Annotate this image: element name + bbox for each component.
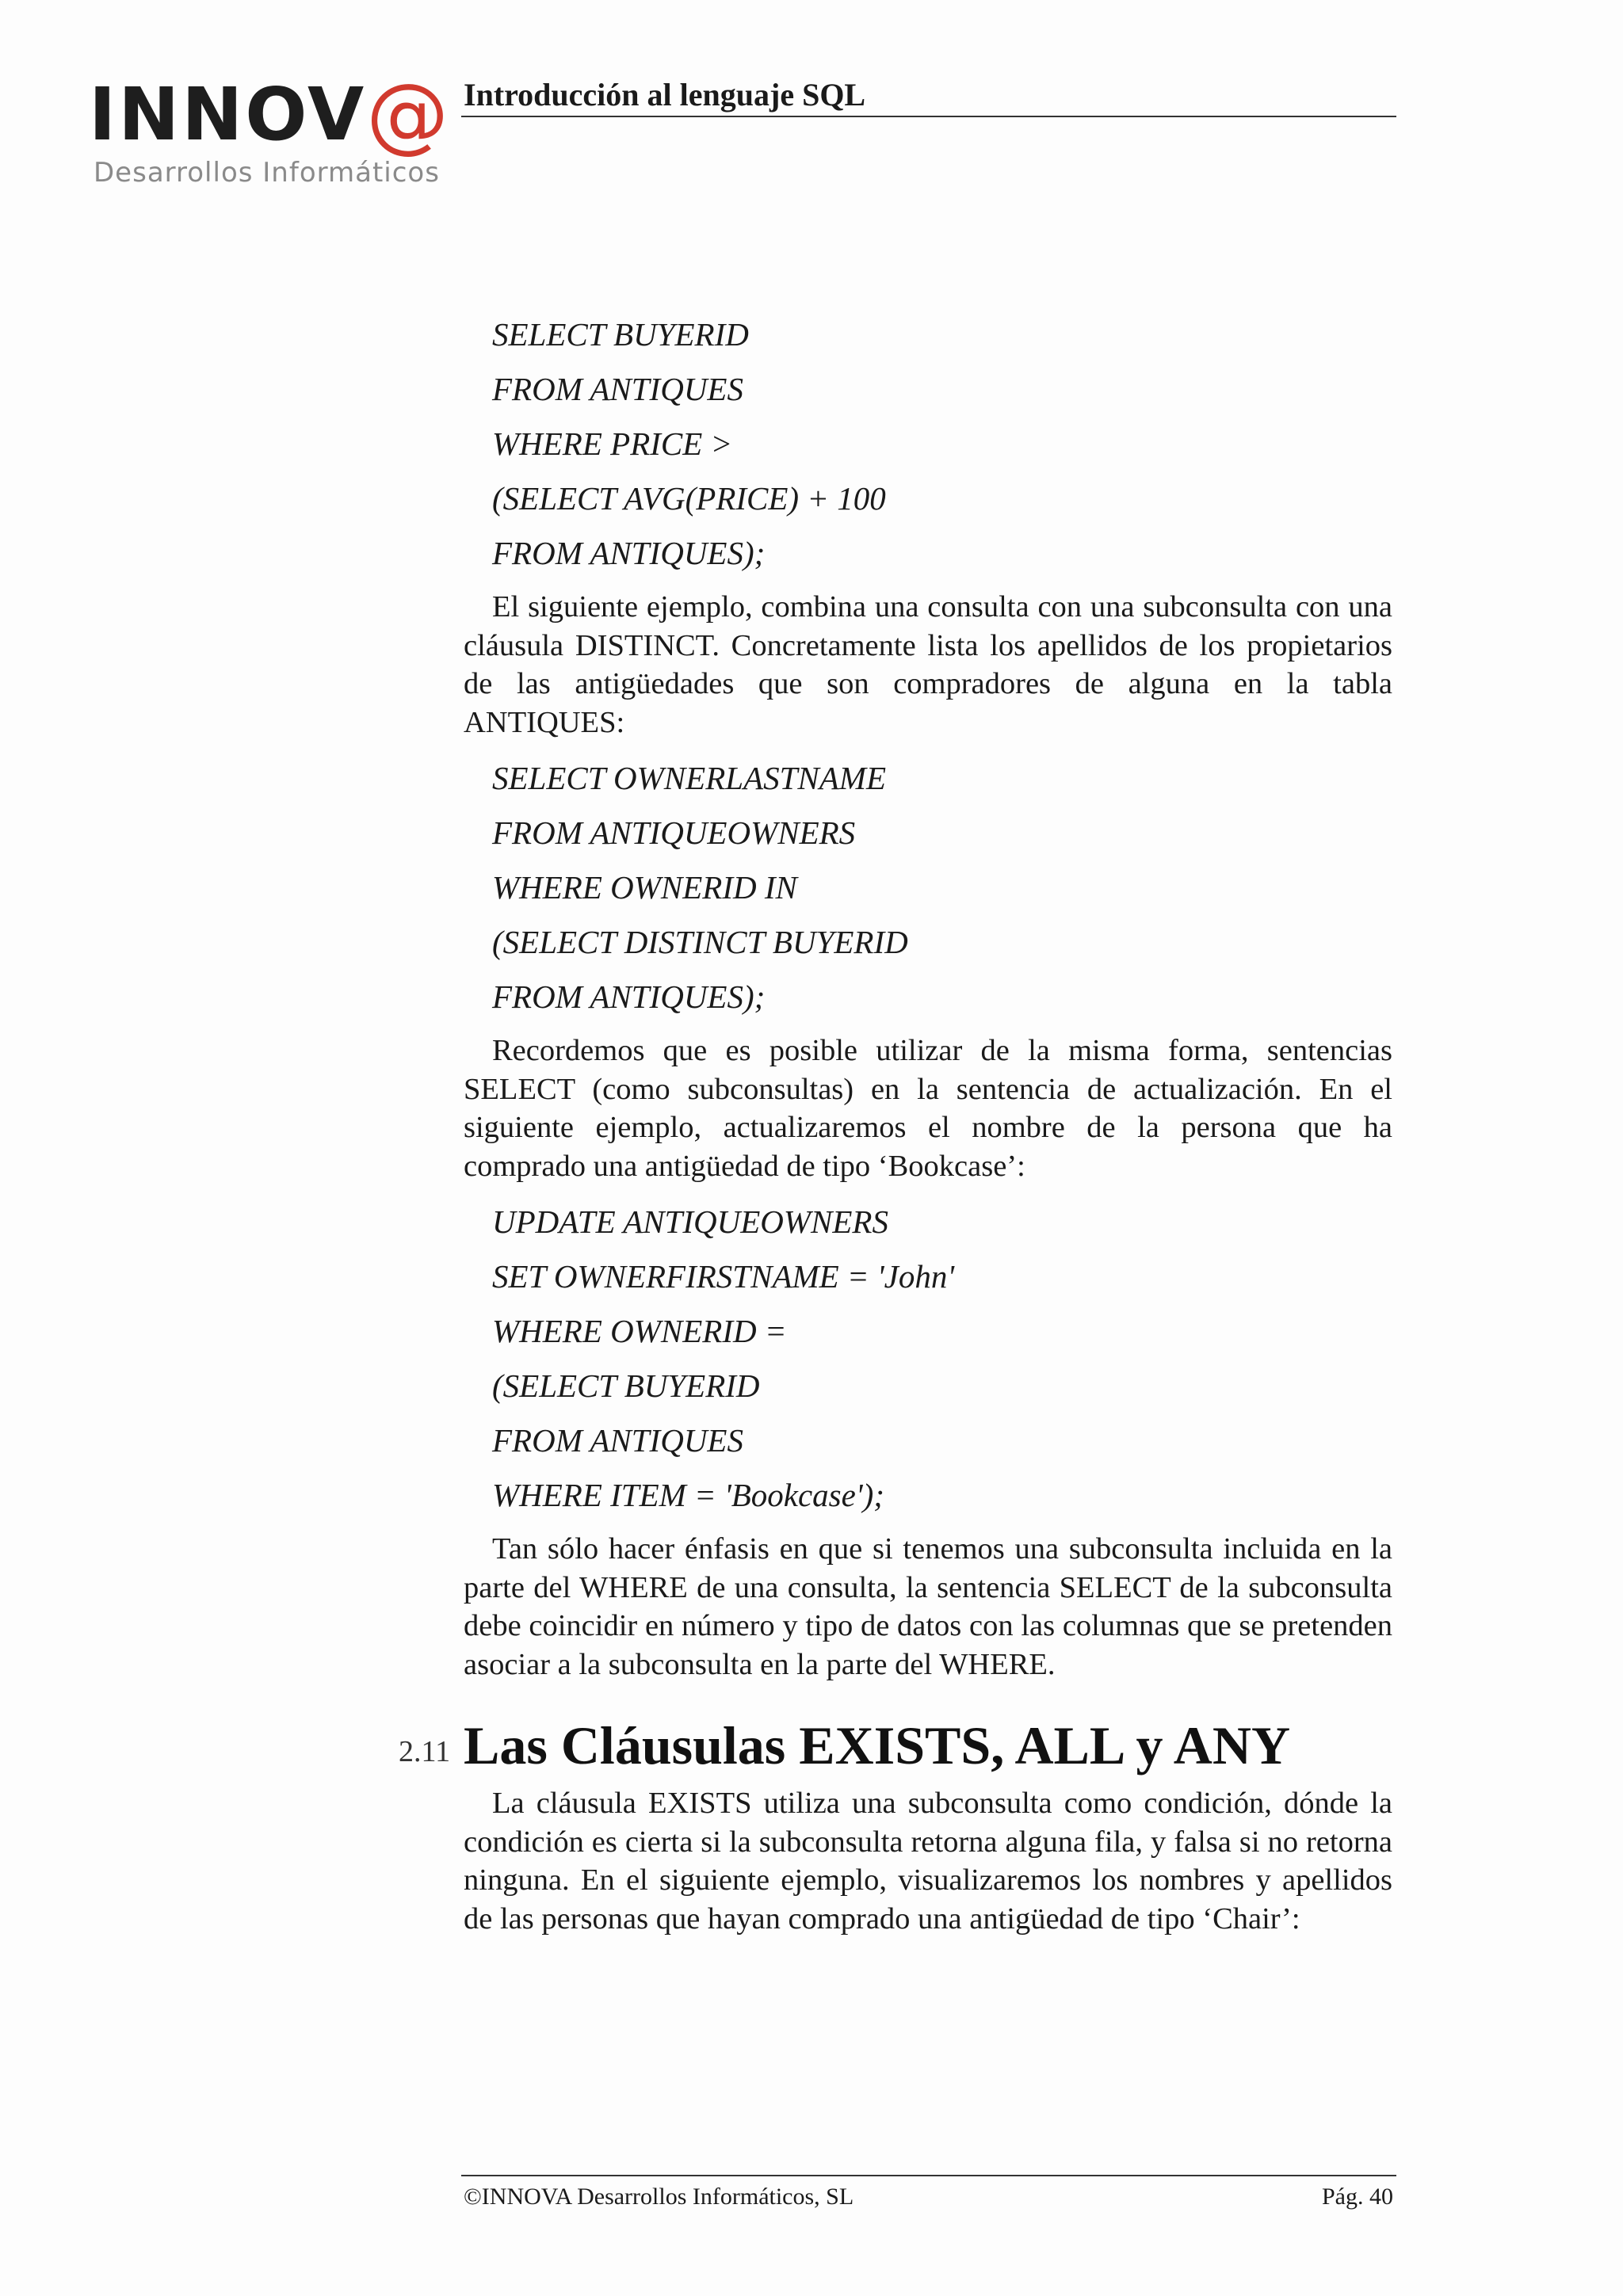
code-line: FROM ANTIQUEOWNERS [492,814,856,851]
code-line: SET OWNERFIRSTNAME = 'John' [492,1258,955,1295]
code-line: UPDATE ANTIQUEOWNERS [492,1203,888,1240]
code-line: (SELECT DISTINCT BUYERID [492,924,908,960]
code-block-3 [464,1195,1392,1523]
code-line: SELECT OWNERLASTNAME [492,760,886,796]
code-line: FROM ANTIQUES); [492,978,766,1015]
code-line: WHERE PRICE > [492,425,733,462]
body-paragraph-2: Recordemos que es posible utilizar de la misma forma, sentencias SELECT (como subconsultas) en la sentencia de actualización. En el siguiente ejemplo, actualizaremos el nombre de la persona que ha comprado una antigüedad de tipo ‘Bookcase’: [464,1034,1392,1183]
body-paragraph-1: El siguiente ejemplo, combina una consulta con una subconsulta con una cláusula DISTINCT. Concretamente lista los apellidos de los propietarios de las antigüedades que son compradores de alguna en la tabla ANTIQUES: [464,590,1392,739]
code-line: WHERE ITEM = 'Bookcase'); [492,1477,884,1513]
section-title: Las Cláusulas EXISTS, ALL y ANY [464,1715,1291,1775]
code-line: FROM ANTIQUES [492,1422,743,1459]
footer-divider [461,2175,1396,2176]
logo-subtitle: Desarrollos Informáticos [94,157,440,189]
body-paragraph-3: Tan sólo hacer énfasis en que si tenemos una subconsulta incluida en la parte del WHERE de una consulta, la sentencia SELECT de la subconsulta debe coincidir en número y tipo de datos con las columnas que se pretenden asociar a la subconsulta en la parte del WHERE. [464,1532,1392,1681]
code-line: (SELECT AVG(PRICE) + 100 [492,480,886,517]
page-body [399,307,1392,1947]
code-line: (SELECT BUYERID [492,1367,760,1404]
code-line: WHERE OWNERID IN [492,869,797,906]
code-block-1 [464,307,1392,581]
header-divider [461,116,1396,117]
section-number: 2.11 [399,1735,451,1768]
code-block-2 [464,751,1392,1024]
section-heading [399,1714,1392,1777]
page-header-title: Introducción al lenguaje SQL [464,77,866,113]
code-line: WHERE OWNERID = [492,1313,787,1349]
footer-copyright: ©INNOVA Desarrollos Informáticos, SL [464,2183,854,2210]
logo-word: INNOV [89,72,367,157]
code-line: SELECT BUYERID [492,316,749,353]
code-line: FROM ANTIQUES [492,371,743,407]
code-line: FROM ANTIQUES); [492,535,766,571]
logo-at-symbol: @ [366,66,452,162]
innova-logo [89,66,461,196]
page-number: Pág. 40 [1322,2183,1393,2210]
body-paragraph-4: La cláusula EXISTS utiliza una subconsulta como condición, dónde la condición es cierta si la subconsulta retorna alguna fila, y falsa si no retorna ninguna. En el siguiente ejemplo, visualizaremos los nombres y apellidos de las personas que hayan comprado una antigüedad de tipo ‘Chair’: [464,1787,1392,1936]
logo-wordmark [89,66,452,162]
